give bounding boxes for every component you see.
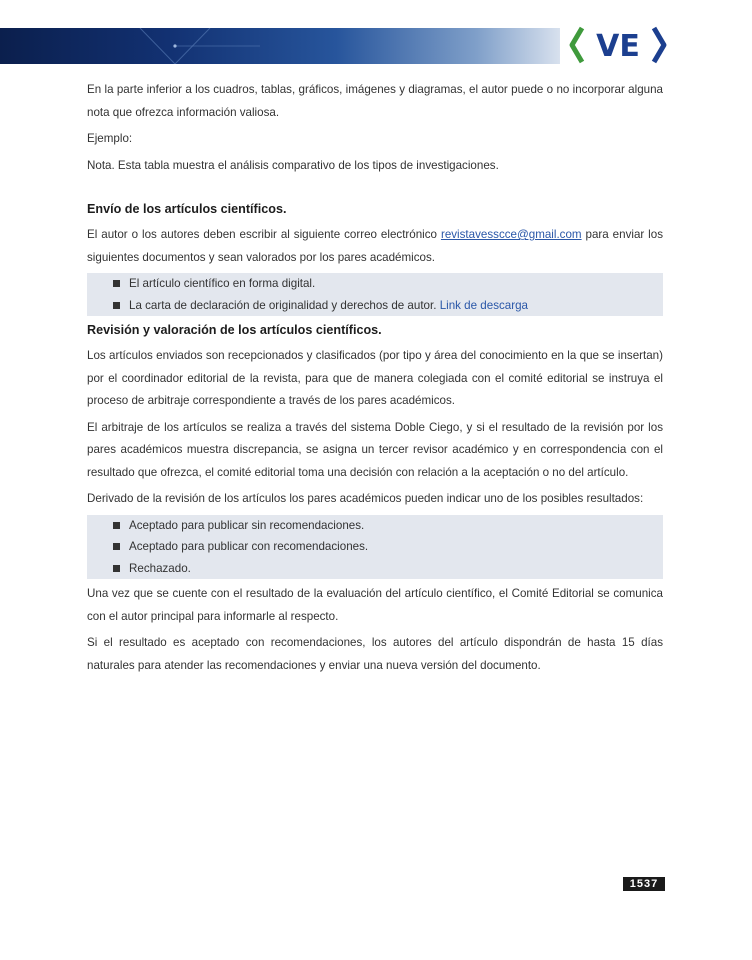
square-bullet-icon [113,543,120,550]
intro-paragraph-2: Ejemplo: [87,132,133,145]
header-decoration [0,28,560,64]
list-item: Rechazado. [113,558,663,580]
journal-logo [568,22,668,68]
square-bullet-icon [113,302,120,309]
square-bullet-icon [113,522,120,529]
revision-paragraph-5: Si el resultado es aceptado con recomendaciones, los autores del artículo dispondrán de hasta 15 días naturales para atender las recomendaciones y enviar una nueva versión del documento. [87,636,663,672]
revision-paragraph-4: Una vez que se cuente con el resultado de la evaluación del artículo científico, el Comité Editorial se comunica con el autor principal para informarle al respecto. [87,587,663,623]
results-box [87,515,663,580]
page-number: 1537 [623,877,665,891]
list-item: La carta de declaración de originalidad y derechos de autor. Link de descarga [113,295,663,317]
envio-paragraph [87,224,663,269]
email-link[interactable]: revistavesscce@gmail.com [440,228,582,241]
logo-text: VE [596,29,640,64]
page-content [87,79,663,681]
envio-text-before: El autor o los autores deben escribir al siguiente correo electrónico [87,228,441,241]
download-link[interactable]: Link de descarga [439,298,528,312]
revision-paragraph-3: Derivado de la revisión de los artículos los pares académicos pueden indicar uno de los posibles resultados: [87,492,644,505]
intro-paragraph-1: En la parte inferior a los cuadros, tablas, gráficos, imágenes y diagramas, el autor puede o no incorporar alguna nota que ofrezca información valiosa. [87,83,663,119]
results-list [113,515,663,580]
list-item: Aceptado para publicar sin recomendaciones. [113,515,663,537]
header-band [0,28,560,64]
revision-paragraph-2: El arbitraje de los artículos se realiza a través del sistema Doble Ciego, y si el resultado de la revisión por los pares académicos muestra discrepancia, se asigna un tercer revisor académico y en correspondencia con el resultado que ofrezca, el comité editorial toma una decisión con relación a la aceptación o no del artículo. [87,420,663,479]
envio-documents-box [87,273,663,316]
envio-heading: Envío de los artículos científicos. [87,202,287,216]
square-bullet-icon [113,280,120,287]
square-bullet-icon [113,565,120,572]
revision-heading: Revisión y valoración de los artículos científicos. [87,323,382,337]
logo-graphic [568,22,668,68]
envio-documents-list [113,273,663,316]
intro-paragraph-3: Nota. Esta tabla muestra el análisis comparativo de los tipos de investigaciones. [87,158,499,172]
envio-text-after: para enviar los siguientes documentos y sean valorados por los pares académicos. [87,228,664,264]
list-item: El artículo científico en forma digital. [113,273,663,295]
list-item: Aceptado para publicar con recomendaciones. [113,536,663,558]
revision-paragraph-1: Los artículos enviados son recepcionados y clasificados (por tipo y área del conocimiento en la que se insertan) por el coordinador editorial de la revista, para que de manera colegiada con el comité editorial se instruya el proceso de arbitraje correspondiente a través de los pares académicos. [87,349,663,407]
